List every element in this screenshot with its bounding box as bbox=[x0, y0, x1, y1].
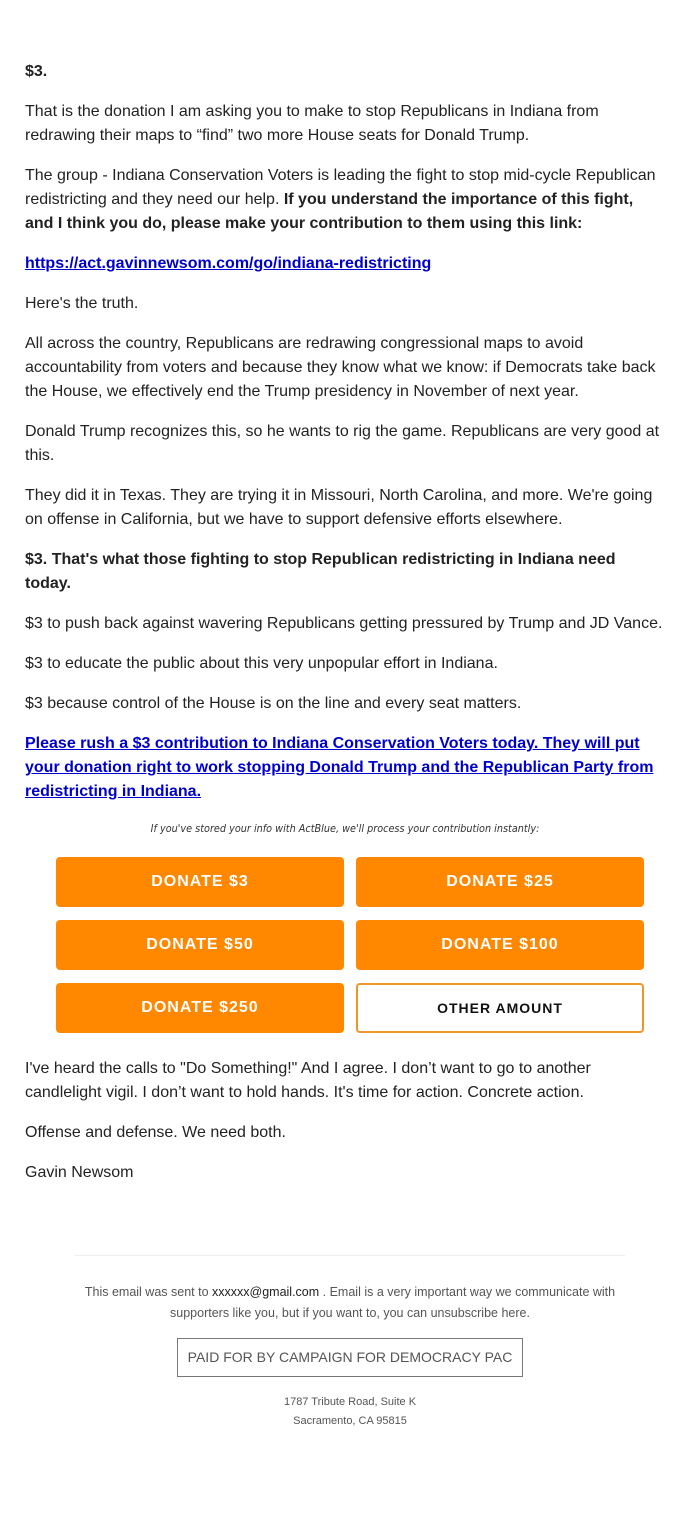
donate-3-button[interactable]: DONATE $3 bbox=[56, 857, 344, 907]
paragraph: Here's the truth. bbox=[25, 295, 139, 312]
paragraph: I've heard the calls to "Do Something!" And I agree. I don’t want to go to another candlelight vigil. I don’t want to hold hands. It's time for action. Concrete action. bbox=[25, 1060, 591, 1101]
other-amount-button[interactable]: OTHER AMOUNT bbox=[356, 983, 644, 1033]
paragraph: The group - Indiana Conservation Voters is leading the fight to stop mid-cycle Republican redistricting and they need our help. If you understand the importance of this fight, and I think you do, please make your contribution to them using this link: bbox=[25, 167, 656, 232]
paragraph: They did it in Texas. They are trying it in Missouri, North Carolina, and more. We're going on offense in California, but we have to support defensive efforts elsewhere. bbox=[25, 487, 653, 528]
paid-for-box: PAID FOR BY CAMPAIGN FOR DEMOCRACY PAC bbox=[177, 1338, 524, 1377]
paragraph: Offense and defense. We need both. bbox=[25, 1124, 286, 1141]
paragraph: Donald Trump recognizes this, so he wants to rig the game. Republicans are very good at this. bbox=[25, 423, 660, 464]
paragraph: All across the country, Republicans are redrawing congressional maps to avoid accountability from voters and because they know what we know: if Democrats take back the House, we effectively end the Trump presidency in November of next year. bbox=[25, 335, 656, 400]
donate-100-button[interactable]: DONATE $100 bbox=[356, 920, 644, 970]
recipient-email: xxxxxx@gmail.com bbox=[212, 1285, 320, 1299]
donate-25-button[interactable]: DONATE $25 bbox=[356, 857, 644, 907]
footer bbox=[75, 1255, 625, 1451]
signature: Gavin Newsom bbox=[25, 1164, 134, 1181]
paragraph: $3 because control of the House is on the line and every seat matters. bbox=[25, 695, 522, 712]
paragraph: $3 to educate the public about this very unpopular effort in Indiana. bbox=[25, 655, 498, 672]
donate-250-button[interactable]: DONATE $250 bbox=[56, 983, 344, 1033]
actblue-note: If you've stored your info with ActBlue, we'll process your contribution instantly: bbox=[150, 822, 540, 835]
paragraph: That is the donation I am asking you to make to stop Republicans in Indiana from redrawing their maps to “find” two more House seats for Donald Trump. bbox=[25, 103, 599, 144]
paragraph-bold: $3. That's what those fighting to stop Republican redistricting in Indiana need today. bbox=[25, 551, 616, 592]
address: 1787 Tribute Road, Suite K Sacramento, CA 95815 bbox=[283, 1396, 417, 1427]
donate-buttons bbox=[56, 857, 665, 1033]
paragraph: $3 to push back against wavering Republicans getting pressured by Trump and JD Vance. bbox=[25, 615, 663, 632]
cta-link[interactable]: Please rush a $3 contribution to Indiana Conservation Voters today. They will put your donation right to work stopping Donald Trump and the Republican Party from redistricting in Indiana. bbox=[25, 735, 654, 800]
sent-notice: This email was sent to xxxxxx@gmail.com . Email is a very important way we communicate with supporters like you, but if you want to, you can unsubscribe here. bbox=[84, 1285, 616, 1320]
amount-heading: $3. bbox=[25, 63, 48, 80]
donation-link[interactable]: https://act.gavinnewsom.com/go/indiana-redistricting bbox=[25, 255, 432, 272]
donate-50-button[interactable]: DONATE $50 bbox=[56, 920, 344, 970]
